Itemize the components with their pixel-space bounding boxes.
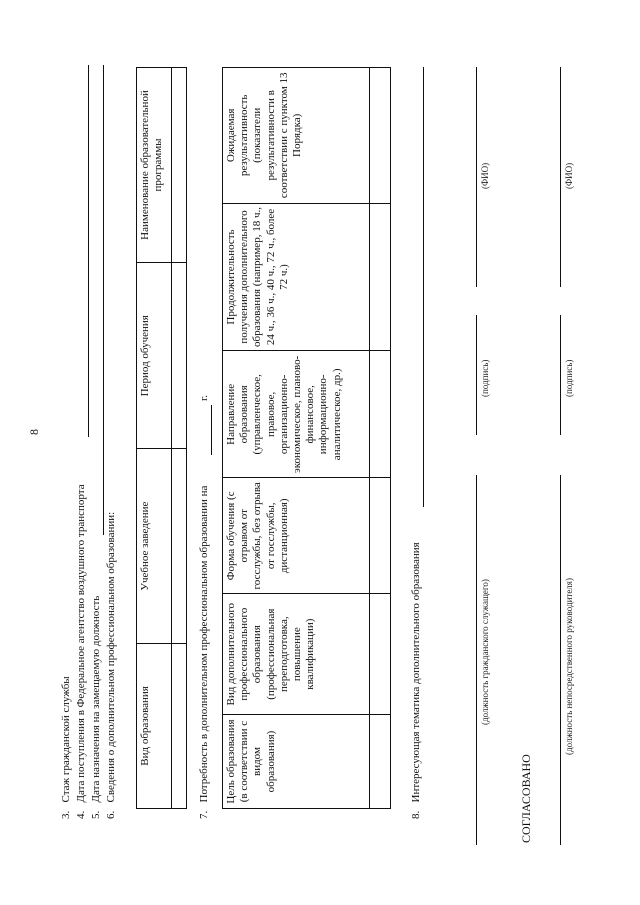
manager-signature-caption: (подпись) (564, 359, 574, 397)
header-study-period: Период обучения (137, 262, 172, 448)
header-institution: Учебное заведение (137, 449, 172, 643)
education-table (136, 67, 187, 809)
item-4 (75, 484, 88, 819)
page-number: 8 (27, 429, 41, 435)
needs-table (222, 67, 391, 809)
item-8-number: 8. (410, 810, 422, 819)
item-5-line (103, 65, 104, 535)
employee-fio-caption: (ФИО) (480, 162, 490, 189)
item-7-year-line (211, 405, 212, 455)
item-6-number: 6. (105, 810, 117, 819)
item-5-text: Дата назначения на замещаемую должность (90, 595, 102, 803)
header-education-type: Вид образования (137, 643, 172, 808)
item-7-year-suffix: г. (198, 394, 210, 401)
item-4-number: 4. (75, 810, 87, 819)
item-5 (90, 596, 103, 819)
header-program-name: Наименование образовательной программы (137, 68, 172, 263)
item-3-text: Стаж гражданской службы (60, 676, 72, 803)
header-dpo-type: Вид дополнительного профессионального образования (профессиональная переподготовка, повышение квалификации) (223, 594, 370, 715)
header-duration: Продолжительность получения дополнительного образования (например, 18 ч., 24 ч., 36 ч., 40 ч., 72 ч., более 72 ч.) (223, 203, 370, 351)
manager-fio-caption: (ФИО) (564, 162, 574, 189)
table-cell (172, 643, 187, 808)
manager-fio-line (560, 67, 561, 287)
item-8 (410, 542, 423, 819)
manager-signature-line (560, 315, 561, 435)
manager-position-line (560, 475, 561, 845)
item-6 (105, 512, 118, 819)
header-direction: Направление образования (управленческое, правовое, организационно-экономическое, планово-финансовое, информационно-аналитическое, др.) (223, 351, 370, 478)
table-cell (172, 262, 187, 448)
item-3-number: 3. (60, 810, 72, 819)
header-goal: Цель образования (в соответствии с видом образования) (223, 715, 370, 809)
table-cell (172, 449, 187, 643)
agreed-heading: СОГЛАСОВАНО (519, 754, 533, 843)
employee-signature-caption: (подпись) (480, 359, 490, 397)
education-table-empty-row (172, 68, 187, 809)
needs-table-header-row (223, 68, 370, 809)
item-8-line (423, 67, 424, 507)
employee-position-caption: (должность гражданского служащего) (480, 579, 490, 725)
table-cell (370, 478, 391, 594)
item-6-text: Сведения о дополнительном профессиональном образовании: (105, 511, 117, 803)
employee-signature-line (476, 315, 477, 435)
item-4-line (88, 65, 89, 437)
item-8-text: Интересующая тематика дополнительного образования (410, 542, 422, 803)
needs-table-empty-row (370, 68, 391, 809)
education-table-header-row (137, 68, 172, 809)
table-cell (370, 68, 391, 204)
table-cell (370, 594, 391, 715)
table-cell (370, 715, 391, 809)
manager-position-caption: (должность непосредственного руководителя) (564, 578, 574, 755)
header-study-form: Форма обучения (с отрывом от госслужбы, без отрыва от госслужбы, дистанционная) (223, 478, 370, 594)
item-5-number: 5. (90, 810, 102, 819)
table-cell (370, 203, 391, 351)
item-7 (198, 486, 211, 819)
item-7-number: 7. (198, 810, 210, 819)
table-cell (172, 68, 187, 263)
item-7-text: Потребность в дополнительном профессиональном образовании на (198, 485, 210, 803)
employee-fio-line (476, 67, 477, 287)
item-4-text: Дата поступления в Федеральное агентство воздушного транспорта (75, 484, 87, 803)
item-3 (60, 676, 73, 819)
employee-position-line (476, 475, 477, 845)
header-expected-result: Ожидаемая результативность (показатели результативности в соответствии с пунктом 13 Порядка) (223, 68, 370, 204)
table-cell (370, 351, 391, 478)
